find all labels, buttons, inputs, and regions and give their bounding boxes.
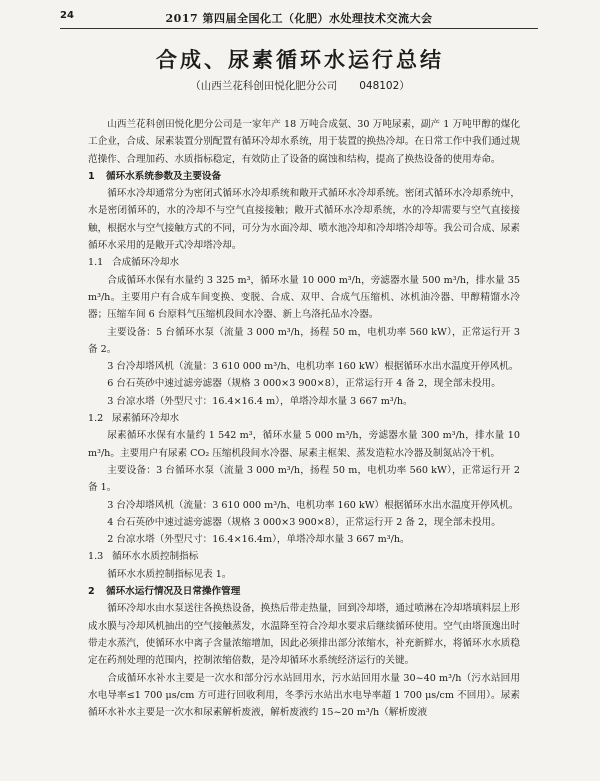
heading-text: 合成循环冷却水: [112, 257, 180, 269]
heading-text: 循环水运行情况及日常操作管理: [106, 586, 241, 598]
section-heading: [88, 168, 520, 185]
heading-number: 2: [88, 586, 95, 598]
heading-text: 循环水系统参数及主要设备: [106, 170, 222, 182]
postcode: 048102）: [359, 80, 410, 92]
paragraph: 循环水冷却通常分为密闭式循环水冷却系统和敞开式循环水冷却系统。密闭式循环水冷却系统中，水是密闭循环的，水的冷却不与空气直接接触；敞开式循环水冷却系统，水的冷却需要与空气直接接触，根据水与空气接触方式的不同，可分为水面冷却、喷水池冷却和冷却塔冷却等。我公司合成、尿素循环水采用的是敞开式冷却塔冷却。: [88, 188, 520, 252]
paragraph: 山西兰花科创田悦化肥分公司是一家年产 18 万吨合成氨、30 万吨尿素，副产 1 万吨甲醇的煤化工企业，合成、尿素装置分别配置有循环冷却水系统，用于装置的换热冷却。在日常工作中我们通过规范操作、合理加药、水质指标稳定，有效防止了设备的腐蚀和结构，提高了换热设备的使用寿命。: [88, 119, 520, 165]
paragraph: 合成循环水补水主要是一次水和部分污水站回用水，污水站回用水量 30~40 m³/h（污水站回用水电导率≤1 700 μs/cm 方可进行回收利用，冬季污水站出水电导率超 1 700 μs/cm 不回用）。尿素循环水补水主要是一次水和尿素解析废液，解析废液约 15~20 m³/h（解析废液: [88, 672, 520, 719]
paragraph: 循环冷却水由水泵送往各换热设备，换热后带走热量，回到冷却塔，通过喷淋在冷却塔填料层上形成水膜与冷却风机抽出的空气接触蒸发，水温降至符合冷却水要求后继续循环使用。空气由塔顶逸出时带走水蒸汽，使循环水中离子含量浓缩增加，因此必须排出部分浓缩水，补充新鲜水，将循环水水质稳定在药剂处理的范围内，控制浓缩倍数，是冷却循环水系统经济运行的关键。: [88, 603, 520, 667]
paragraph: 3 台冷却塔风机（流量：3 610 000 m³/h、电机功率 160 kW）根据循环水出水温度开停风机。: [107, 499, 519, 511]
paragraph: 3 台凉水塔（外型尺寸：16.4×16.4 m），单塔冷却水量 3 667 m³/h。: [107, 395, 413, 407]
paragraph: 循环水水质控制指标见表 1。: [107, 568, 232, 580]
heading-number: 1: [88, 170, 95, 182]
article-body: [88, 116, 520, 721]
paragraph: 3 台冷却塔风机（流量：3 610 000 m³/h、电机功率 160 kW）根据循环水出水温度开停风机。: [107, 361, 519, 373]
paragraph: 主要设备：5 台循环水泵（流量 3 000 m³/h，扬程 50 m，电机功率 560 kW），正常运行开 3 备 2。: [88, 326, 520, 355]
paragraph: 6 台石英砂中速过滤旁滤器（规格 3 000×3 900×8），正常运行开 4 备 2，现全部未投用。: [107, 378, 501, 390]
paragraph: 4 台石英砂中速过滤旁滤器（规格 3 000×3 900×8），正常运行开 2 备 2，现全部未投用。: [107, 516, 501, 528]
paragraph: 主要设备：3 台循环水泵（流量 3 000 m³/h，扬程 50 m，电机功率 560 kW），正常运行开 2 备 1。: [88, 464, 520, 494]
page-number: 24: [60, 10, 74, 21]
subsection-heading: [88, 548, 520, 565]
paragraph: 尿素循环水保有水量约 1 542 m³，循环水量 5 000 m³/h，旁滤器水量 300 m³/h，排水量 10 m³/h。主要用户有尿素 CO₂ 压缩机段间水冷器、尿素主框架、蒸发造粒水冷器及制氮站冷干机。: [88, 430, 520, 459]
article-title: 合成、尿素循环水运行总结: [156, 48, 444, 72]
heading-text: 循环水水质控制指标: [112, 551, 199, 563]
affiliation-line: [0, 78, 600, 93]
section-heading: [88, 583, 520, 600]
heading-text: 尿素循环冷却水: [112, 413, 180, 425]
paragraph: 合成循环水保有水量约 3 325 m³，循环水量 10 000 m³/h，旁滤器水量 500 m³/h，排水量 35 m³/h。主要用户有合成车间变换、变脱、合成、双甲、合成气压缩机、冰机油冷器、甲醇精馏水冷器；压缩车间 6 台原料气压缩机段间水冷器、新上乌洛托品水冷器。: [88, 274, 520, 321]
page-header: [60, 8, 538, 29]
heading-number: 1.2: [88, 413, 104, 425]
affiliation: （山西兰花科创田悦化肥分公司: [190, 80, 338, 92]
subsection-heading: [88, 410, 520, 427]
paragraph: 2 台凉水塔（外型尺寸：16.4×16.4m），单塔冷却水量 3 667 m³/h。: [107, 534, 410, 546]
heading-number: 1.1: [88, 257, 104, 269]
heading-number: 1.3: [88, 551, 104, 563]
running-title: 2017 第四届全国化工（化肥）水处理技术交流大会: [165, 12, 433, 25]
subsection-heading: [88, 254, 520, 271]
